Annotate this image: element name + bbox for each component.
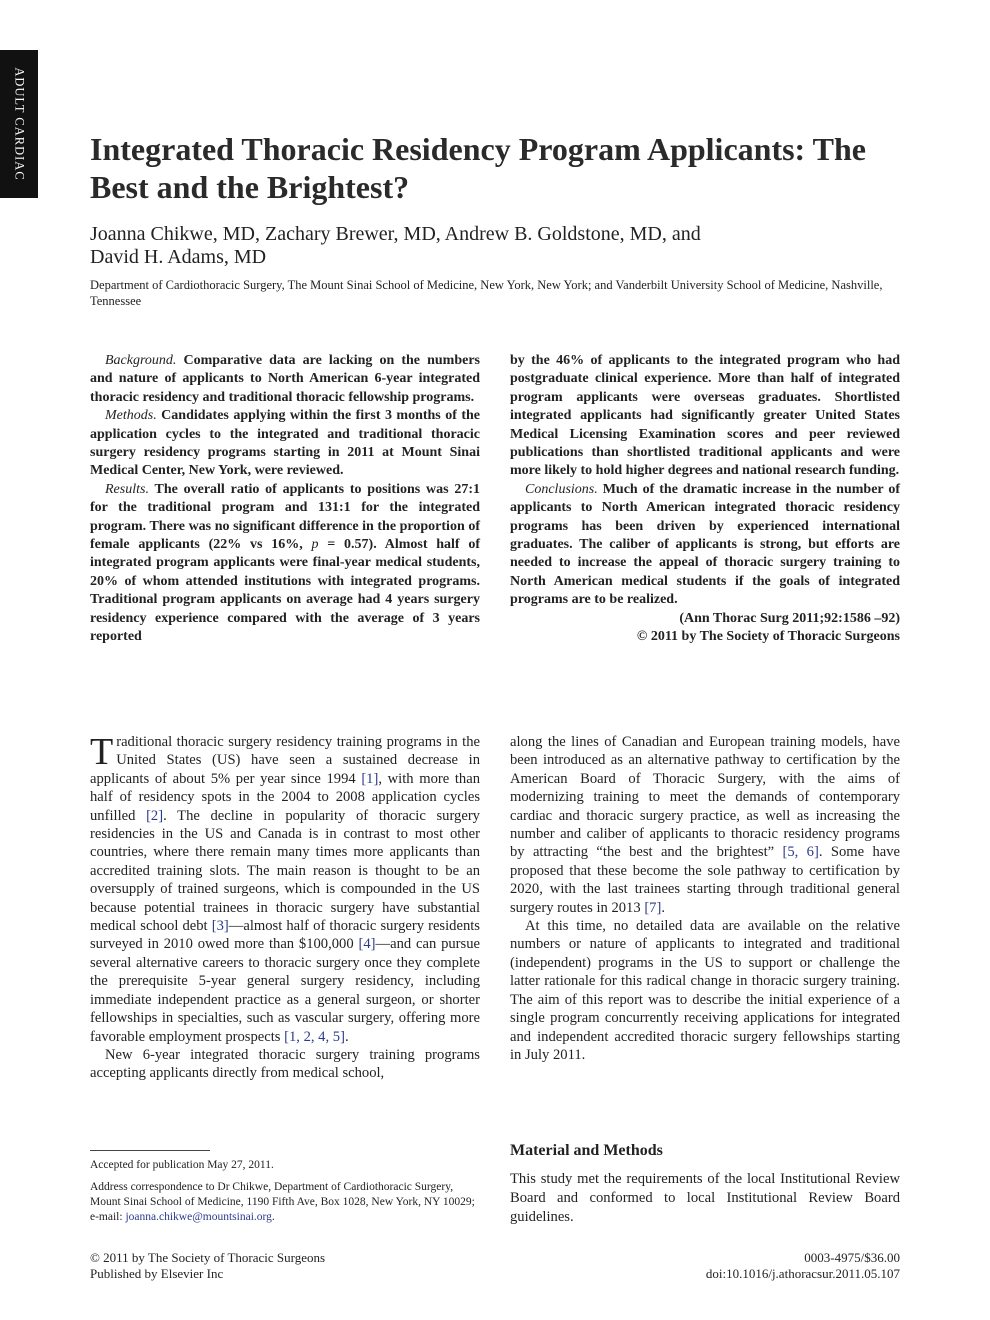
address-text: Address correspondence to Dr Chikwe, Department of Cardiothoracic Surgery, Mount Sinai School of Medicine, 1190 Fifth Ave, Box 1028, New York, NY 10029; e-mail: [90, 1181, 475, 1223]
intro-paragraph-2: New 6-year integrated thoracic surgery training programs accepting applicants directly from medical school, [90, 1046, 480, 1082]
affiliation: Department of Cardiothoracic Surgery, The Mount Sinai School of Medicine, New York, New York; and Vanderbilt University School of Medicine, Nashville, Tennessee [90, 278, 883, 308]
abstract-background [90, 352, 480, 407]
intro-text-e: —and can pursue several alternative careers to thoracic surgery once they complete the prerequisite 5-year general surgery residency, including immediate independent practice as a general surgeon, or shorter fellowships in specialties, such as vascular surgery, offering more favorable employment prospects [90, 936, 480, 1045]
reference-link-5-6[interactable]: [5, 6] [782, 844, 819, 861]
intro-text-d: —almost half of thoracic surgery residents surveyed in 2010 owed more than $100,000 [90, 918, 480, 953]
authors-line-1: Joanna Chikwe, MD, Zachary Brewer, MD, Andrew B. Goldstone, MD, and [90, 223, 701, 245]
right-text-a: along the lines of Canadian and European training models, have been introduced as an alternative pathway to certification by the American Board of Thoracic Surgery, with the aims of modernizing training to meet the demands of contemporary cardiac and thoracic surgery practice, as well as increasing the number and caliber of applicants to thoracic residency programs by attracting “the best and the brightest” [510, 734, 900, 861]
footer-copyright: © 2011 by The Society of Thoracic Surgeons [90, 1250, 326, 1265]
authors-line-2: David H. Adams, MD [90, 246, 267, 268]
section-tab [0, 50, 38, 198]
author-list [90, 223, 910, 269]
intro-paragraph-2-continued [510, 733, 900, 917]
intro-paragraph-1 [90, 733, 480, 1046]
journal-citation: (Ann Thorac Surg 2011;92:1586 –92) [679, 610, 900, 626]
background-label: Background. [105, 353, 177, 368]
abstract-left-column [90, 352, 480, 647]
drop-cap: T [90, 731, 114, 773]
conclusions-text: Much of the dramatic increase in the number of applicants to North American integrated thoracic residency programs has been driven by experienced international graduates. The caliber of applicants is strong, but efforts are needed to increase the appeal of thoracic surgery training to North American medical students if the goals of integrated programs are to be realized. [510, 481, 900, 608]
footer-issn: 0003-4975/$36.00 [804, 1250, 900, 1265]
abstract-conclusions [510, 481, 900, 610]
methods-heading: Material and Methods [510, 1142, 663, 1159]
email-link[interactable]: joanna.chikwe@mountsinai.org [125, 1211, 272, 1223]
correspondence-address [90, 1180, 480, 1225]
address-end: . [271, 1211, 275, 1223]
intro-paragraph-3: At this time, no detailed data are available on the relative numbers or nature of applicants to integrated and traditional (independent) programs in the US to support or challenge the latter rationale for this radical change in thoracic surgery training. The aim of this report was to describe the initial experience of a single program concurrently receiving applications for integrated and independent accredited thoracic surgery fellowships starting in July 2011. [510, 918, 900, 1063]
abstract-results [90, 481, 480, 647]
reference-link-2[interactable]: [2] [146, 807, 164, 824]
abstract-methods [90, 407, 480, 481]
abstract-right-column [510, 352, 900, 647]
footnotes [90, 1158, 480, 1232]
reference-link-3[interactable]: [3] [211, 918, 229, 935]
methods-label: Methods. [105, 408, 157, 424]
intro-text-c: . The decline in popularity of thoracic surgery residencies in the US and Canada is in contrast to most other countries, where there remain many times more applicants than accredited training slots. The main reason is thought to be an oversupply of trained surgeons, which is compounded in the US because potential trainees in thoracic surgery have substantial medical school debt [90, 807, 480, 935]
results-text-a: The overall ratio of applicants to positions was 27:1 for the traditional program and 131:1 for the integrated program. There was no significant difference in the proportion of female applicants (22% vs 16%, [90, 481, 480, 553]
reference-link-1[interactable]: [1] [361, 770, 379, 787]
abstract-copyright: © 2011 by The Society of Thoracic Surgeons [636, 629, 900, 645]
intro-text-f: . [344, 1028, 349, 1045]
accepted-date: Accepted for publication May 27, 2011. [90, 1159, 274, 1171]
reference-link-4[interactable]: [4] [358, 936, 376, 953]
body-left-column [90, 733, 480, 1083]
footer-publisher: Published by Elsevier Inc [90, 1265, 224, 1281]
intro-text-a: raditional thoracic surgery residency training programs in the United States (US) have seen a sustained decrease in applicants of about 5% per year since 1994 [90, 734, 480, 787]
results-text-b: = 0.57). Almost half of integrated program applicants were final-year medical students, 20% of whom attended institutions with integrated programs. Traditional program applicants on average had 4 years surgery residency experience compared with the average of 3 years reported [90, 537, 481, 645]
section-tab-label: ADULT CARDIAC [12, 67, 27, 181]
footer-doi: doi:10.1016/j.athoracsur.2011.05.107 [705, 1265, 900, 1281]
methods-paragraph: This study met the requirements of the local Institutional Review Board and conformed to local Institutional Review Board guidelines. [510, 1171, 900, 1225]
methods-text: Candidates applying within the first 3 months of the application cycles to the integrated and traditional thoracic surgery residency programs starting in 2011 at Mount Sinai Medical Center, New York, were reviewed. [90, 408, 480, 479]
footnote-divider [90, 1150, 210, 1151]
article-title: Integrated Thoracic Residency Program Applicants: The Best and the Brightest? [90, 131, 866, 205]
results-label: Results. [105, 481, 149, 497]
footer-left [90, 1250, 325, 1281]
right-text-c: . [661, 899, 665, 916]
conclusions-label: Conclusions. [525, 481, 598, 497]
reference-link-7[interactable]: [7] [644, 899, 662, 916]
reference-link-1-2-4-5[interactable]: [1, 2, 4, 5] [284, 1028, 345, 1045]
background-text: Comparative data are lacking on the numbers and nature of applicants to North American 6-year integrated thoracic residency and traditional thoracic fellowship programs. [90, 353, 480, 405]
body-right-column [510, 733, 900, 1064]
right-text-b: . Some have proposed that these become the sole pathway to certification by 2020, with the last trainees starting through traditional general surgery routes in 2013 [510, 844, 900, 916]
abstract-results-continued: by the 46% of applicants to the integrated program who had postgraduate clinical experience. More than half of integrated program applicants were overseas graduates. Shortlisted integrated applicants had significantly greater United States Medical Licensing Examination scores and peer reviewed publications than shortlisted traditional applicants and were more likely to hold higher degrees and national research funding. [510, 353, 900, 479]
results-p-symbol: p [311, 537, 319, 553]
footer-right [706, 1250, 900, 1281]
intro-text-b: , with more than half of residency spots in the 2004 to 2008 application cycles unfilled [90, 770, 480, 824]
